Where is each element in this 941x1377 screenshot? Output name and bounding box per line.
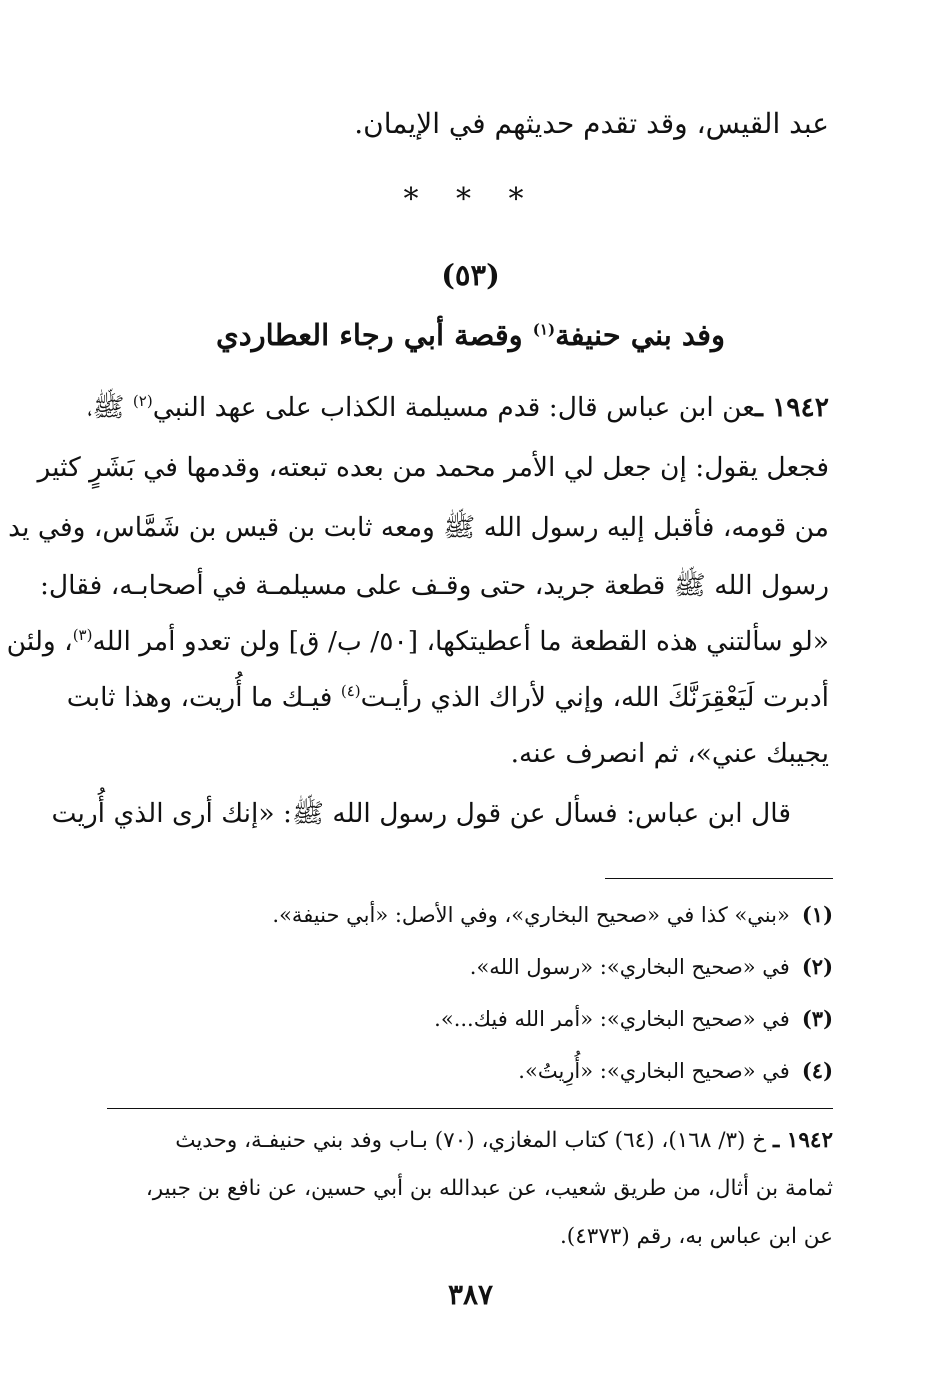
hadith-line: أدبرت لَيَعْقِرَنَّكَ الله، وإني لأراك الذي رأيـت$^{(٤)}$ فيـك ما أُريت، وهذا ثابت [66, 682, 829, 713]
chapter-title-part2: وقصة أبي رجاء العطاردي [216, 318, 533, 352]
footnote-number: (٣) [801, 1006, 833, 1031]
hadith-continuation: قال ابن عباس: فسأل عن قول رسول الله ﷺ: «إنك أرى الذي أُريت [51, 798, 791, 829]
source-number: ١٩٤٢ ـ [773, 1128, 833, 1153]
hadith-line: ١٩٤٢ ـعن ابن عباس قال: قدم مسيلمة الكذاب على عهد النبي$^{(٢)}$ ﷺ، [87, 392, 829, 423]
chapter-title-part1: وفد بني حنيفة [555, 318, 725, 352]
footnote [200, 900, 833, 930]
footnote-ref: (٣) [72, 626, 93, 645]
hadith-line: «لو سألتني هذه القطعة ما أعطيتكها، [٥٠/ ب/ ق] ولن تعدو أمر الله$^{(٣)}$، ولئن [6, 626, 829, 657]
hadith-line: فجعل يقول: إن جعل لي الأمر محمد من بعده تبعته، وقدمها في بَشَرٍ كثير [37, 452, 829, 483]
chapter-number: (٥٣) [441, 258, 500, 292]
hadith-line: رسول الله ﷺ قطعة جريد، حتى وقـف على مسيلمـة في أصحابـه، فقال: [40, 570, 829, 601]
source-line: ثمامة بن أثال، من طريق شعيب، عن عبدالله بن أبي حسين، عن نافع بن جبير، [145, 1176, 833, 1201]
source-line: عن ابن عباس به، رقم (٤٣٧٣). [559, 1224, 833, 1249]
chapter-title [0, 318, 941, 352]
footnote-ref: (٢) [132, 392, 153, 411]
footnote-number: (١) [801, 902, 833, 927]
section-separator: * * * [403, 182, 538, 217]
intro-line: عبد القيس، وقد تقدم حديثهم في الإيمان. [354, 107, 829, 140]
footnote-separator [605, 878, 833, 879]
footnote-text: في «صحيح البخاري»: «أمر الله فيك...». [434, 1007, 790, 1031]
hadith-line: يجيبك عني»، ثم انصرف عنه. [510, 738, 829, 769]
footnote-text: في «صحيح البخاري»: «أُرِيتُ». [518, 1059, 790, 1083]
source-separator [107, 1108, 833, 1109]
footnote-text: «بني» كذا في «صحيح البخاري»، وفي الأصل: «أبي حنيفة». [272, 903, 790, 927]
page-number: ٣٨٧ [447, 1278, 494, 1311]
footnote [200, 1004, 833, 1034]
footnote-text: في «صحيح البخاري»: «رسول الله». [469, 955, 790, 979]
footnote-number: (٤) [801, 1058, 833, 1083]
footnote [200, 952, 833, 982]
footnote-number: (٢) [801, 954, 833, 979]
footnote-ref: (١) [532, 320, 556, 339]
footnote-ref: (٤) [340, 682, 361, 701]
footnote [200, 1056, 833, 1086]
hadith-number: ١٩٤٢ ـ [755, 392, 829, 423]
hadith-line: من قومه، فأقبل إليه رسول الله ﷺ ومعه ثابت بن قيس بن شَمَّاس، وفي يد [8, 512, 829, 543]
source-line: ١٩٤٢ ـ خ (٣/ ١٦٨)، (٦٤) كتاب المغازي، (٧٠) بـاب وفد بني حنيفـة، وحديث [175, 1128, 833, 1153]
